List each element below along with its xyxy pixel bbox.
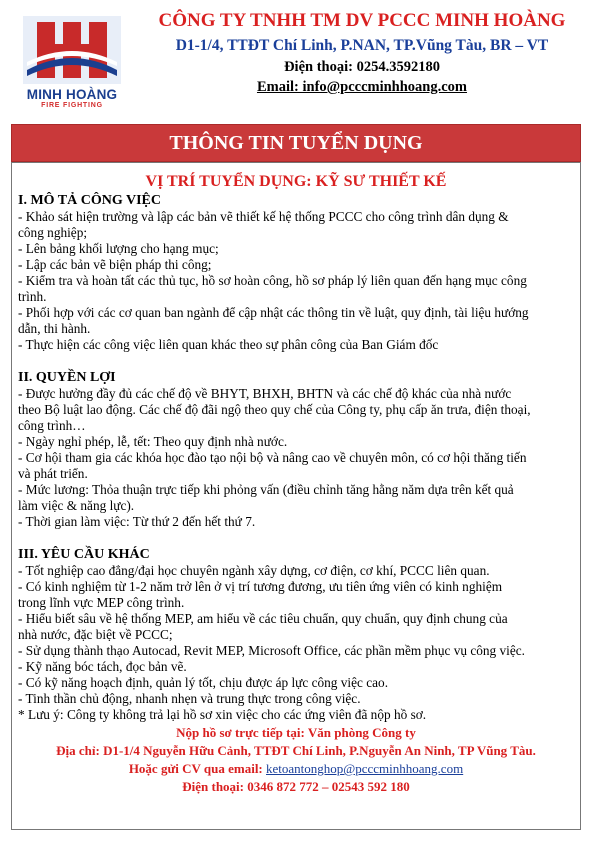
job-content xyxy=(18,192,578,723)
requirements-line: nhà nước, đặc biệt về PCCC; xyxy=(18,627,173,642)
requirements-line: - Có kỹ năng hoạch định, quản lý tốt, chịu được áp lực công việc cao. xyxy=(18,675,389,690)
description-line: trình. xyxy=(18,289,47,304)
section-title-benefits: II. QUYỀN LỢI xyxy=(18,370,116,385)
section-title-requirements: III. YÊU CẦU KHÁC xyxy=(18,547,150,562)
requirements-line: - Tinh thần chủ động, nhanh nhẹn và trung thực trong công việc. xyxy=(18,691,361,706)
benefits-line: và phát triển. xyxy=(18,466,88,481)
company-logo xyxy=(23,16,121,116)
footer-cv-label: Hoặc gửi CV qua email: xyxy=(128,761,267,776)
description-line: - Thực hiện các công việc liên quan khác theo sự phân công của Ban Giám đốc xyxy=(18,337,439,352)
description-line: - Khảo sát hiện trường và lập các bản vẽ thiết kế hệ thống PCCC cho công trình dân dụng & xyxy=(18,209,509,224)
requirements-line: - Có kinh nghiệm từ 1-2 năm trở lên ở vị trí tương đương, ưu tiên ứng viên có kinh nghiệm xyxy=(18,579,503,594)
section-title-description: I. MÔ TẢ CÔNG VIỆC xyxy=(18,193,162,208)
requirements-line: - Hiểu biết sâu về hệ thống MEP, am hiểu về các tiêu chuẩn, quy chuẩn, quy định chung của xyxy=(18,611,508,626)
company-phone: Điện thoại: 0254.3592180 xyxy=(284,59,440,75)
company-address: D1-1/4, TTĐT Chí Linh, P.NAN, TP.Vũng Tàu, BR – VT xyxy=(175,37,549,54)
logo-tagline: FIRE FIGHTING xyxy=(41,102,103,109)
benefits-line: - Được hưởng đầy đủ các chế độ về BHYT, BHXH, BHTN và các chế độ khác của nhà nước xyxy=(18,386,512,401)
footer-address: Địa chỉ: D1-1/4 Nguyễn Hữu Cảnh, TTĐT Chí Linh, P.Nguyễn An Ninh, TP Vũng Tàu. xyxy=(56,743,536,758)
contact-footer xyxy=(11,724,581,796)
company-email[interactable]: Email: info@pcccminhhoang.com xyxy=(256,79,468,95)
benefits-line: - Cơ hội tham gia các khóa học đào tạo nội bộ và nâng cao về chuyên môn, có cơ hội thăng tiến xyxy=(18,450,527,465)
description-line: - Phối hợp với các cơ quan ban ngành để cập nhật các thông tin về luật, quy định, tài liệu hướng xyxy=(18,305,529,320)
requirements-line: - Sử dụng thành thạo Autocad, Revit MEP, Microsoft Office, các phần mềm phục vụ công việc. xyxy=(18,643,525,658)
description-line: - Lập các bản vẽ biện pháp thi công; xyxy=(18,257,212,272)
benefits-line: làm việc & năng lực). xyxy=(18,498,135,513)
note-line: * Lưu ý: Công ty không trả lại hồ sơ xin việc cho các ứng viên đã nộp hồ sơ. xyxy=(18,707,427,722)
requirements-line: trong lĩnh vực MEP công trình. xyxy=(18,595,185,610)
description-line: - Lên bảng khối lượng cho hạng mục; xyxy=(18,241,219,256)
description-line: - Kiểm tra và hoàn tất các thủ tục, hồ sơ hoàn công, hồ sơ pháp lý liên quan đến hạng mục công xyxy=(18,273,527,288)
company-name: CÔNG TY TNHH TM DV PCCC MINH HOÀNG xyxy=(158,10,566,31)
requirements-line: - Tốt nghiệp cao đẳng/đại học chuyên ngành xây dựng, cơ điện, cơ khí, PCCC liên quan. xyxy=(18,563,490,578)
benefits-line: công trình… xyxy=(18,418,86,433)
benefits-line: theo Bộ luật lao động. Các chế độ đãi ngộ theo quy chế của Công ty, phụ cấp ăn trưa, điện thoại, xyxy=(18,402,531,417)
footer-cv xyxy=(11,760,581,778)
footer-cv-email[interactable]: ketoantonghop@pcccminhhoang.com xyxy=(266,761,464,776)
benefits-line: - Ngày nghỉ phép, lễ, tết: Theo quy định nhà nước. xyxy=(18,434,288,449)
footer-submit: Nộp hồ sơ trực tiếp tại: Văn phòng Công ty xyxy=(176,725,416,740)
job-position-title: VỊ TRÍ TUYỂN DỤNG: KỸ SƯ THIẾT KẾ xyxy=(145,173,447,190)
requirements-line: - Kỹ năng bóc tách, đọc bản vẽ. xyxy=(18,659,187,674)
description-line: dẫn, thi hành. xyxy=(18,321,91,336)
benefits-line: - Thời gian làm việc: Từ thứ 2 đến hết thứ 7. xyxy=(18,514,256,529)
recruitment-banner: THÔNG TIN TUYỂN DỤNG xyxy=(11,124,581,162)
benefits-line: - Mức lương: Thỏa thuận trực tiếp khi phỏng vấn (điều chỉnh tăng hằng năm dựa trên kết quả xyxy=(18,482,514,497)
logo-wordmark: MINH HOÀNG xyxy=(26,87,118,102)
footer-phone: Điện thoại: 0346 872 772 – 02543 592 180 xyxy=(182,779,410,794)
description-line: công nghiệp; xyxy=(18,225,88,240)
company-header xyxy=(0,0,592,118)
minh-hoang-logo-icon xyxy=(23,16,121,84)
